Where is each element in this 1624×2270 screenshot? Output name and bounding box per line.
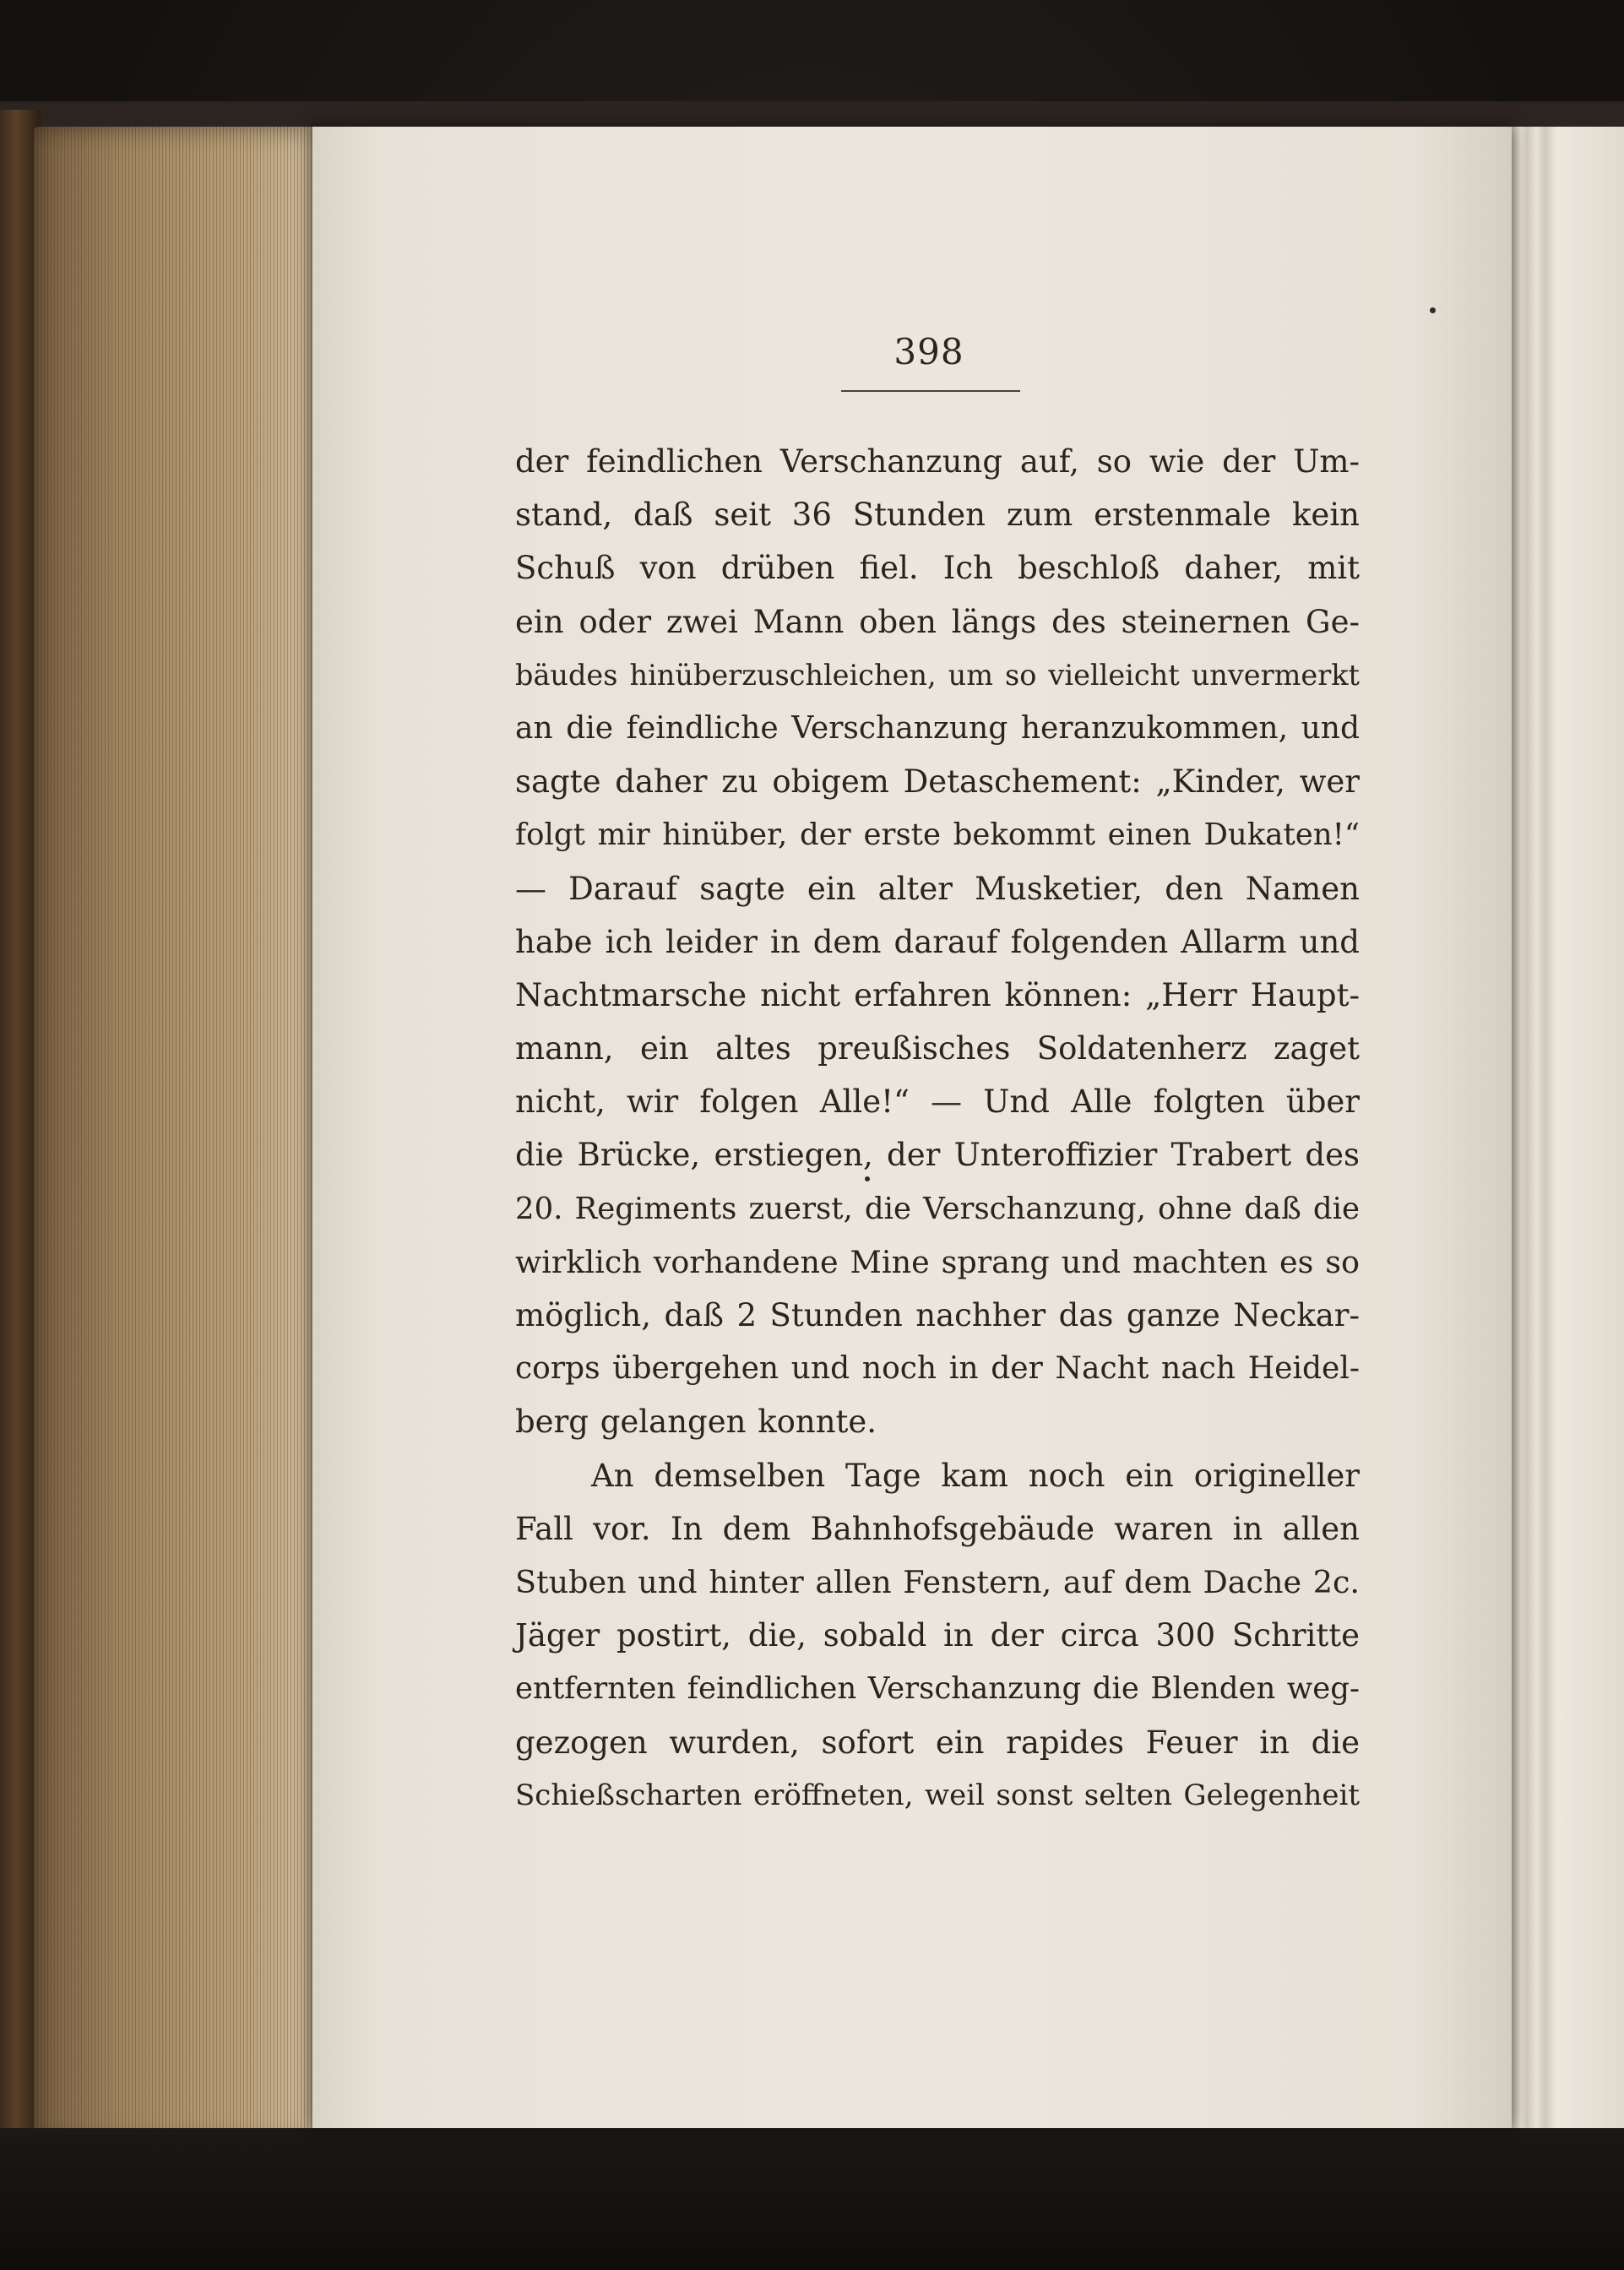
text-line: mann, ein altes preußisches Soldatenherz zaget <box>515 1030 1360 1067</box>
text-line: ein oder zwei Mann oben längs des steinernen Ge- <box>515 603 1360 640</box>
page-edges-right <box>1512 127 1624 2128</box>
page-number-rule <box>841 390 1020 392</box>
text-line: entfernten feindlichen Verschanzung die Blenden weg- <box>515 1671 1360 1707</box>
text-line: Stuben und hinter allen Fenstern, auf dem Dache 2c. <box>515 1563 1360 1600</box>
text-line: berg gelangen konnte. <box>515 1404 877 1441</box>
text-line: bäudes hinüberzuschleichen, um so vielleicht unvermerkt <box>515 658 1360 692</box>
text-line: folgt mir hinüber, der erste bekommt einen Dukaten!“ <box>515 817 1360 853</box>
text-line: 20. Regiments zuerst, die Verschanzung, ohne daß die <box>515 1191 1360 1226</box>
text-line: Nachtmarsche nicht erfahren können: „Herr Haupt- <box>515 976 1360 1013</box>
text-line: der feindlichen Verschanzung auf, so wie der Um- <box>515 443 1360 480</box>
text-line: stand, daß seit 36 Stunden zum erstenmale kein <box>515 497 1360 534</box>
text-line: wirklich vorhandene Mine sprang und machten es so <box>515 1243 1360 1280</box>
text-line: Schuß von drüben fiel. Ich beschloß daher, mit <box>515 550 1360 587</box>
page-speck <box>865 1176 870 1181</box>
text-line: — Darauf sagte ein alter Musketier, den Namen <box>515 870 1360 907</box>
page-number: 398 <box>893 331 964 372</box>
text-line: Jäger postirt, die, sobald in der circa 300 Schritte <box>515 1617 1360 1654</box>
text-line: nicht, wir folgen Alle!“ — Und Alle folgten über <box>515 1083 1360 1121</box>
text-line: Fall vor. In dem Bahnhofsgebäude waren in allen <box>515 1510 1360 1547</box>
page-speck <box>1430 307 1436 313</box>
text-line: an die feindliche Verschanzung heranzukommen, und <box>515 710 1360 746</box>
text-line: sagte daher zu obigem Detaschement: „Kinder, wer <box>515 763 1360 801</box>
text-line: habe ich leider in dem darauf folgenden Allarm und <box>515 923 1360 960</box>
background-bottom <box>0 2128 1624 2270</box>
text-line: möglich, daß 2 Stunden nachher das ganze Neckar- <box>515 1297 1360 1333</box>
text-line: gezogen wurden, sofort ein rapides Feuer in die <box>515 1724 1360 1761</box>
text-line: die Brücke, erstiegen, der Unteroffizier Trabert des <box>515 1137 1360 1174</box>
page-block-left <box>34 127 321 2145</box>
text-line: corps übergehen und noch in der Nacht nach Heidel- <box>515 1351 1360 1387</box>
text-line: Schießscharten eröffneten, weil sonst selten Gelegenheit <box>515 1778 1360 1812</box>
text-line-paragraph-start: An demselben Tage kam noch ein origineller <box>591 1457 1360 1494</box>
page-text <box>515 435 1360 1822</box>
